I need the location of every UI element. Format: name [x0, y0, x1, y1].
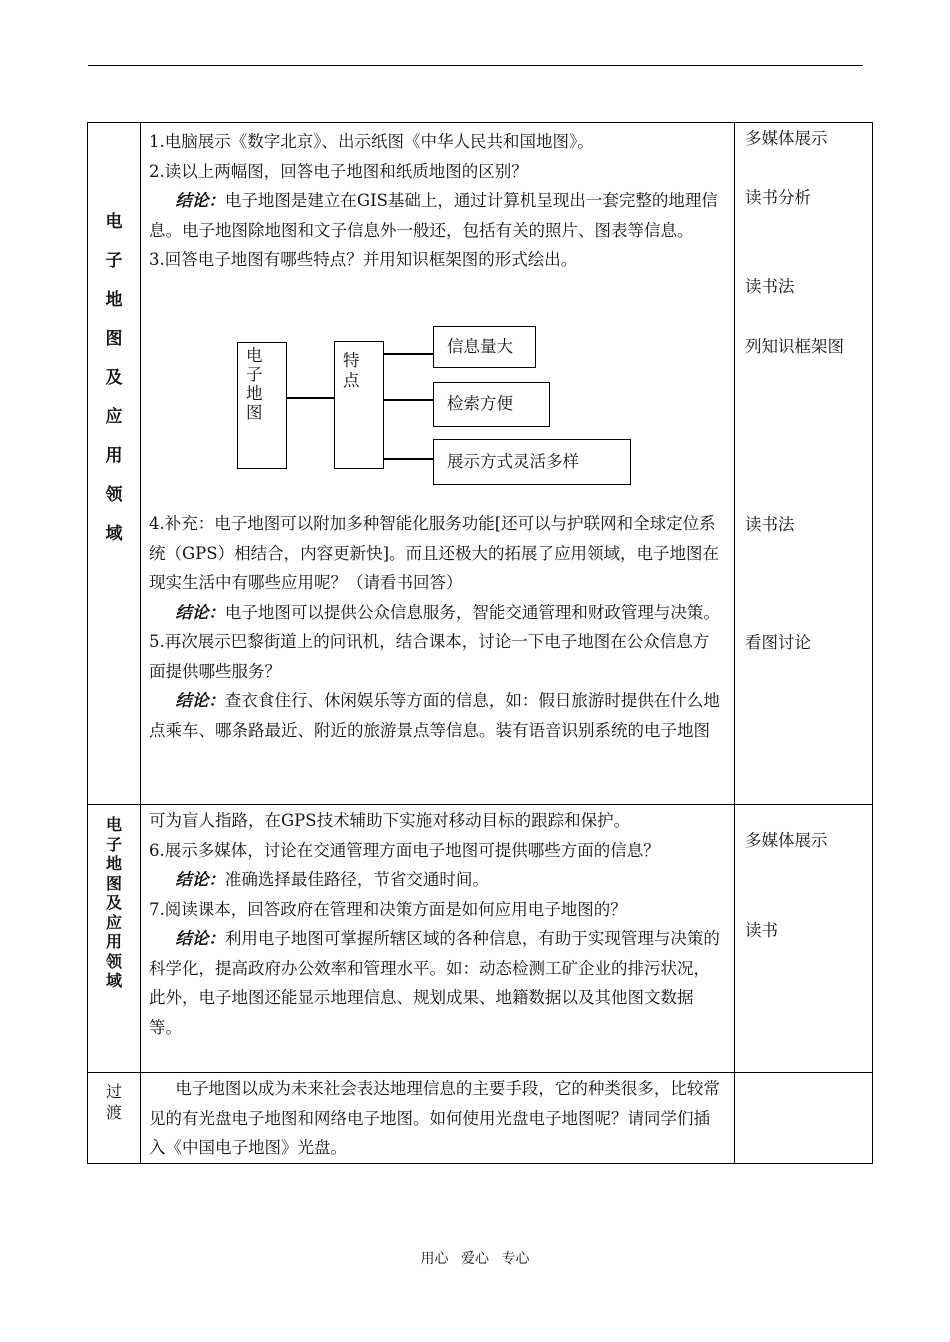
method-label: 看图讨论 [745, 633, 811, 652]
diagram-mid-box: 特 点 [334, 341, 384, 469]
conclusion-keyword: 结论： [175, 691, 225, 710]
method-label: 多媒体展示 [745, 831, 828, 850]
method-cell [734, 1073, 873, 1163]
page-footer: 用心 爱心 专心 [420, 1251, 530, 1267]
diagram-leaf-box: 检索方便 [433, 382, 550, 427]
diagram-root-box: 电 子 地 图 [237, 342, 287, 469]
section-label-cell [88, 123, 141, 804]
diagram-leaf-box: 展示方式灵活多样 [433, 439, 631, 485]
section-label: 电 子 地 图 及 应 用 领 域 [105, 815, 122, 990]
conclusion-keyword: 结论： [175, 602, 225, 622]
method-label: 读书分析 [745, 188, 811, 207]
conclusion-item: 结论：准确选择最佳路径，节省交通时间。 [175, 870, 489, 889]
list-item: 6.展示多媒体，讨论在交通管理方面电子地图可提供哪些方面的信息？ [149, 840, 660, 860]
method-cell [734, 123, 873, 804]
method-label: 读书法 [745, 515, 795, 534]
header-rule [88, 65, 863, 66]
table-row [88, 1073, 872, 1163]
content-cell-continued [140, 509, 734, 745]
section-label: 电 子 地 图 及 应 用 领 域 [105, 212, 123, 544]
diagram-leaf-box: 信息量大 [433, 326, 536, 368]
conclusion-item: 结论：查衣食住行、休闲娱乐等方面的信息，如：假日旅游时提供在什么地点乘车、哪条路最近、附近的旅游景点等信息。装有语音识别系统的电子地图 [149, 691, 720, 740]
conclusion-item: 结论：利用电子地图可掌握所辖区域的各种信息，有助于实现管理与决策的科学化，提高政府办公效率和管理水平。如：动态检测工矿企业的排污状况，此外，电子地图还能显示地理信息、规划成果、地籍数据以及其他图文数据等。 [149, 929, 720, 1037]
diagram-connector [384, 458, 433, 460]
list-item: 5.再次展示巴黎街道上的问讯机，结合课本，讨论一下电子地图在公众信息方面提供哪些服务？ [149, 632, 710, 681]
content-cell [140, 123, 734, 275]
diagram-connector [287, 397, 334, 399]
list-item: 4.补充：电子地图可以附加多种智能化服务功能[还可以与护联网和全球定位系统（GPS）相结合，内容更新快]。而且还极大的拓展了应用领域，电子地图在现实生活中有哪些应用呢？（请看书回答） [149, 514, 720, 592]
paragraph: 电子地图以成为未来社会表达地理信息的主要手段，它的种类很多，比较常见的有光盘电子地图和网络电子地图。如何使用光盘电子地图呢？请同学们插入《中国电子地图》光盘。 [149, 1079, 720, 1157]
list-item: 1.电脑展示《数字北京》、出示纸图《中华人民共和国地图》。 [149, 132, 594, 151]
lesson-table [87, 122, 873, 1164]
method-cell [734, 805, 873, 1072]
list-item: 3.回答电子地图有哪些特点？并用知识框架图的形式绘出。 [149, 250, 578, 269]
conclusion-item: 结论：电子地图是建立在GIS基础上，通过计算机呈现出一套完整的地理信息。电子地图除地图和文子信息外一般还，包括有关的照片、图表等信息。 [149, 191, 718, 240]
conclusion-keyword: 结论： [175, 870, 225, 889]
conclusion-keyword: 结论： [175, 929, 225, 948]
list-item: 7.阅读课本，回答政府在管理和决策方面是如何应用电子地图的？ [149, 899, 627, 919]
conclusion-keyword: 结论： [175, 191, 225, 210]
diagram-connector [384, 353, 433, 355]
method-label: 多媒体展示 [745, 129, 828, 148]
method-label: 读书法 [745, 277, 795, 296]
section-label-cell [88, 1073, 141, 1163]
diagram-connector [384, 399, 433, 401]
table-row [88, 123, 872, 805]
conclusion-item: 结论：电子地图可以提供公众信息服务，智能交通管理和财政管理与决策。 [175, 602, 720, 622]
list-item: 可为盲人指路，在GPS技术辅助下实施对移动目标的跟踪和保护。 [149, 811, 631, 830]
list-item: 2.读以上两幅图，回答电子地图和纸质地图的区别？ [149, 161, 528, 181]
content-cell [140, 1073, 734, 1163]
method-label: 读书 [745, 921, 778, 940]
table-row [88, 805, 872, 1073]
content-cell [140, 805, 734, 1042]
section-label-cell [88, 805, 141, 1072]
method-label: 列知识框架图 [745, 337, 844, 356]
section-label: 过 渡 [105, 1082, 122, 1122]
